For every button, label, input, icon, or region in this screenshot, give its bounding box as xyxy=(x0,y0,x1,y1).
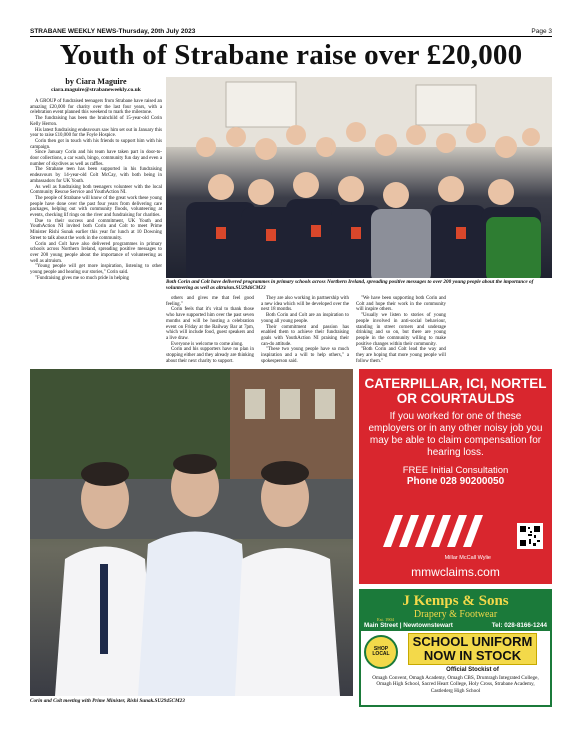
paragraph: The fundraising has been the brainchild of 15-year-old Corin Kelly Herron. xyxy=(30,116,162,127)
advert-firm: Millar McCall Wylie xyxy=(444,555,491,561)
page-number: Page 3 xyxy=(531,28,552,35)
prime-minister-photo xyxy=(30,369,353,696)
kemps-name: J Kemps & Sons xyxy=(402,593,509,609)
paragraph: Due to their success and commitment, UK Youth and YouthAction NI invited both Corin and Colt to meet Prime Minister Rishi Sunak earlier this year for lunch at 10 Downing Street to talk about the work in the community. xyxy=(30,218,162,241)
paragraph: Their commitment and passion has enabled them to achieve their fundraising goals with YouthAction NI praising their can-do attitude. xyxy=(261,324,349,347)
kemps-established: Est. 1904 xyxy=(377,617,395,622)
qr-code-icon[interactable] xyxy=(517,523,543,549)
masthead xyxy=(30,27,552,37)
paragraph: The people of Strabane will know of the great work these young people have done over the past four years from delivering care packages, helping out with community floods, volunteering at events, checking lif rings on the river and fundraising for charities. xyxy=(30,195,162,219)
paragraph: others and gives me that feel good feeling." xyxy=(166,296,254,307)
byline-email[interactable]: ciara.maguire@strabaneweekly.co.uk xyxy=(51,87,141,93)
kemps-subtitle: Drapery & Footwear xyxy=(413,609,498,620)
advert-phone[interactable]: Phone 028 90200050 xyxy=(406,476,505,487)
advert-website[interactable]: mmwclaims.com xyxy=(411,565,500,579)
mmw-advert[interactable] xyxy=(359,369,552,584)
paragraph: His latest fundraising endeavours saw him set out in January this year to raise £10,000 for the Foyle Hospice. xyxy=(30,127,162,139)
byline-author: by Ciara Maguire xyxy=(65,77,127,86)
kemps-body xyxy=(361,631,550,675)
headline: Youth of Strabane raise over £20,000 xyxy=(59,39,523,71)
advert-body: If you worked for one of these employers or in any other noisy job you may be able to claim compensation for hearing loss. xyxy=(368,411,543,458)
paragraph: "We have been supporting both Corin and Colt and hope their work in the community will inspire others. xyxy=(356,296,446,313)
paragraph: "Fundraising gives me so much pride in helping xyxy=(35,275,129,281)
kemps-schools: Omagh Convent, Omagh Academy, Omagh CBS, Drumragh Integrated College, Omagh High School, Sacred Heart College, Holy Cross, Strabane Academy, Castlederg High School xyxy=(372,675,539,694)
advert-headline: CATERPILLAR, ICI, NORTEL OR COURTAULDS xyxy=(364,376,547,406)
paragraph: "Usually we listen to stories of young people involved in anti-social behaviour, standing in street corners and underage drinking and so on, but there are young people in the community willing to make positive changes within their community. xyxy=(356,313,446,347)
kemps-advert[interactable] xyxy=(359,589,552,707)
mmw-logo-text: MMW xyxy=(434,553,438,554)
paragraph: Both Corin and Colt are an inspiration to young all young people. xyxy=(261,313,349,324)
kemps-address: Main Street | Newtownstewart xyxy=(364,622,453,629)
paragraph: "Young people will get more inspiration, listening to other young people and hearing our stories," Corin said. xyxy=(30,264,162,276)
paragraph: "These two young people have so much inspiration and a will to help others," a spokesperson said. xyxy=(261,347,349,364)
prime-minister-photo-illustration xyxy=(30,369,353,696)
paragraph: Everyone is welcome to come along. xyxy=(171,341,244,347)
masthead-date: STRABANE WEEKLY NEWS-Thursday, 20th July 2023 xyxy=(30,28,196,35)
article-column-1 xyxy=(30,99,162,282)
group-photo xyxy=(166,77,552,278)
kemps-address-bar xyxy=(361,621,550,631)
paragraph: The Strabane teen has been supported in his fundraising endeavours by 14-year-old Colt McCay, with both being in ambassadors for UK Youth. xyxy=(30,167,162,184)
paragraph: As well as fundraising both teenagers volunteer with the local Community Rescue Service and YouthAction NI. xyxy=(30,184,162,196)
paragraph: Corin and Colt have also delivered programmes in primary schools across Northern Ireland, spreading positive messages to over 200 young people about the importance of volunteering as well as altruism. xyxy=(30,241,162,264)
paragraph: "Both Corin and Colt lead the way and they are hoping that more young people will follow them." xyxy=(356,347,446,364)
advert-cta: FREE Initial Consultation xyxy=(402,465,509,476)
kemps-headline xyxy=(408,633,538,665)
article-column-4 xyxy=(356,296,446,364)
paragraph: A GROUP of fundraised teenagers from Strabane have raised an amazing £20,000 for charity over the last four years, with a celebration event planned this weekend to mark the milestone. xyxy=(30,99,162,116)
group-photo-illustration xyxy=(166,77,552,278)
byline xyxy=(30,77,162,93)
group-photo-caption: Both Corin and Colt have delivered programmes in primary schools across Northern Ireland, spreading positive messages to over 200 young people about the importance of volunteering as well as altruism.SU2946CM23 xyxy=(166,279,534,291)
prime-minister-photo-caption: Corin and Colt meeting with Prime Minister, Rishi Sunak.SU2945CM23 xyxy=(30,698,185,704)
paragraph: They are also working in partnership with a new idea which will be developed over the next 18 months. xyxy=(261,296,349,313)
kemps-uniform-block xyxy=(398,633,547,673)
kemps-headline-line2: NOW IN STOCK xyxy=(423,648,522,663)
shop-local-badge-icon: SHOP LOCAL xyxy=(364,635,398,669)
paragraph: Corin feels that it's vital to thank those who have supported him over the past seven months and will be hosting a celebration event on Friday at the Railway Bar at 7pm, which will include food, guest speakers and a live draw. xyxy=(166,307,254,341)
kemps-headline-line1: SCHOOL UNIFORM xyxy=(412,634,533,649)
mmw-logo-icon xyxy=(381,507,491,555)
kemps-stockist: Official Stockist of xyxy=(446,667,499,673)
paragraph: Since January Corin and his team have taken part in door-to-door collections, a car wash, bingo, community fun day and even a number of skydives as well as raffles. xyxy=(30,150,162,167)
paragraph: Corin then got in touch with his friends to support him with his campaign. xyxy=(30,138,162,150)
article-column-2 xyxy=(166,296,254,364)
article-column-3 xyxy=(261,296,349,364)
kemps-phone[interactable]: Tel: 028-8166-1244 xyxy=(491,622,547,629)
paragraph: Corin and his supporters have no plan in stopping either and they already are thinking about their next charity to support. xyxy=(166,347,254,364)
